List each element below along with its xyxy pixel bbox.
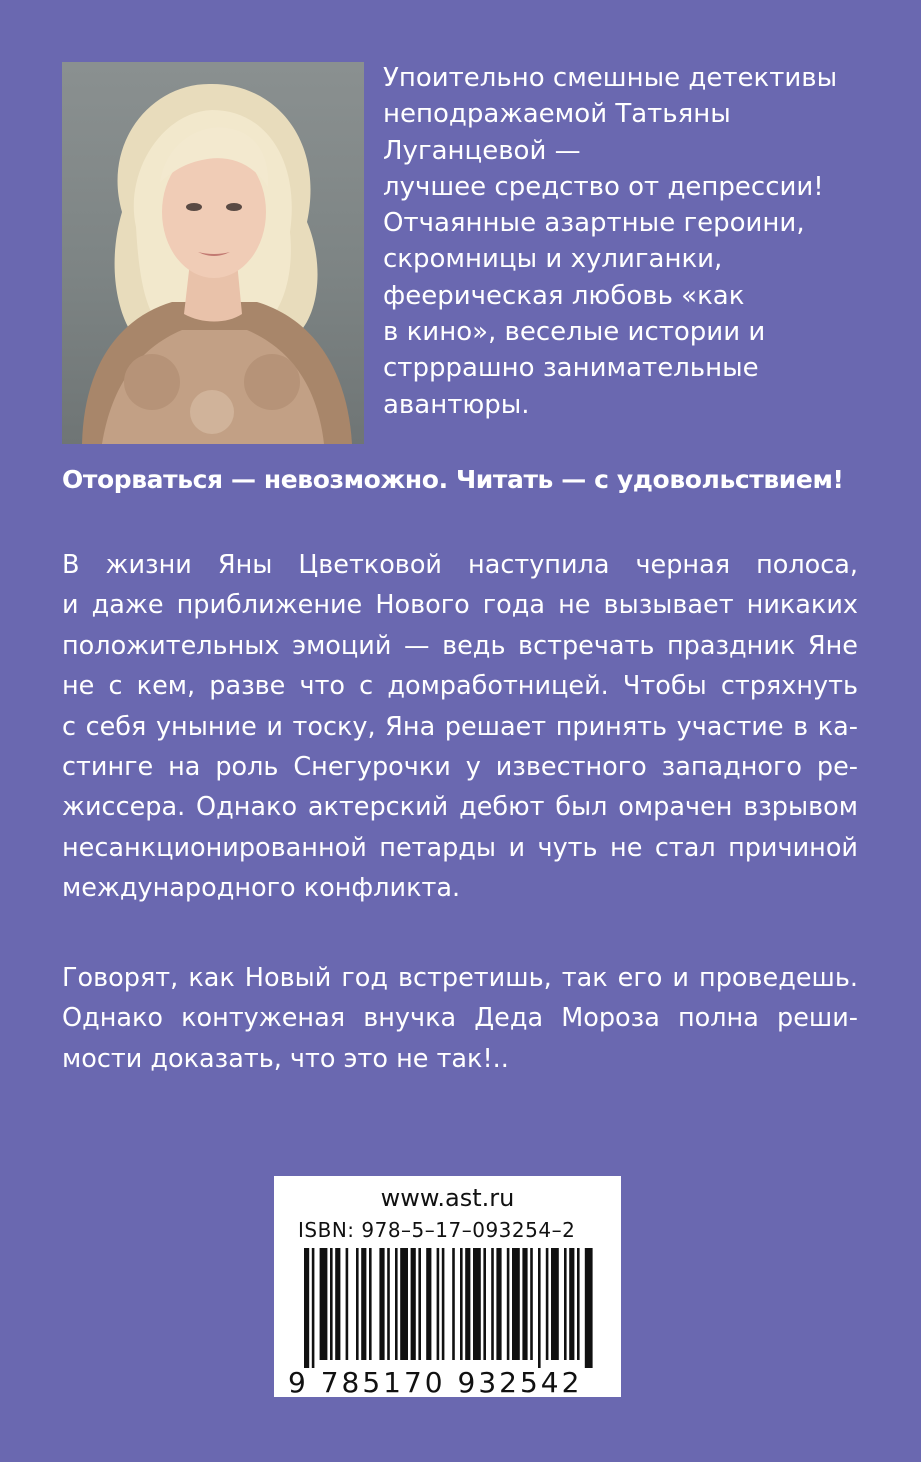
barcode-bar bbox=[546, 1248, 549, 1360]
barcode-digits: 9 785170 932542 bbox=[288, 1366, 583, 1399]
barcode-bar bbox=[426, 1248, 431, 1360]
barcode-bar bbox=[361, 1248, 366, 1360]
barcode-bar bbox=[400, 1248, 408, 1360]
barcode-bar bbox=[395, 1248, 398, 1360]
barcode-bar bbox=[577, 1248, 580, 1360]
blurb-line: Луганцевой — bbox=[383, 135, 581, 166]
barcode-bar bbox=[304, 1248, 309, 1368]
barcode-bar bbox=[564, 1248, 567, 1360]
publisher-website: www.ast.ru bbox=[380, 1184, 515, 1212]
blurb-line: скромницы и хулиганки, bbox=[383, 244, 723, 275]
synopsis-line: В жизни Яны Цветковой наступила черная полоса, bbox=[62, 550, 858, 580]
blurb-line: в кино», веселые истории и bbox=[383, 317, 766, 348]
barcode-bar bbox=[569, 1248, 574, 1360]
synopsis-line: и даже приближение Нового года не вызывает никаких bbox=[62, 590, 858, 621]
synopsis-line: не с кем, разве что с домработницей. Чтобы стряхнуть bbox=[62, 671, 858, 702]
barcode-bar bbox=[496, 1248, 501, 1360]
barcode-bar bbox=[491, 1248, 494, 1360]
barcode-bar bbox=[512, 1248, 520, 1360]
synopsis-line: стинге на роль Снегурочки у известного западного ре- bbox=[62, 752, 858, 783]
blurb-line: стрррашно занимательные bbox=[383, 353, 759, 384]
barcode-bar bbox=[330, 1248, 333, 1360]
synopsis-line: с себя уныние и тоску, Яна решает принять участие в ка- bbox=[62, 711, 858, 742]
barcode-bar bbox=[335, 1248, 340, 1360]
blurb-line: неподражаемой Татьяны bbox=[383, 99, 731, 130]
barcode-bar bbox=[379, 1248, 384, 1360]
blurb-line: авантюры. bbox=[383, 389, 530, 420]
isbn-number: ISBN: 978–5–17–093254–2 bbox=[298, 1218, 576, 1242]
barcode-bar bbox=[460, 1248, 463, 1360]
synopsis-line: Однако контуженая внучка Деда Мороза полна реши- bbox=[62, 1003, 858, 1034]
barcode-bar bbox=[507, 1248, 510, 1360]
barcode-bar bbox=[522, 1248, 527, 1360]
book-blurb bbox=[383, 60, 883, 423]
synopsis-line: международного конфликта. bbox=[62, 873, 461, 904]
barcode-bar bbox=[585, 1248, 593, 1368]
barcode-bar bbox=[320, 1248, 328, 1360]
blurb-line: лучшее средство от депрессии! bbox=[383, 171, 824, 202]
barcode-bar bbox=[387, 1248, 390, 1360]
barcode-bar bbox=[346, 1248, 349, 1360]
blurb-line: Упоительно смешные детективы bbox=[383, 63, 838, 93]
synopsis-line: несанкционированной петарды и чуть не стал причиной bbox=[62, 832, 858, 863]
barcode-label bbox=[274, 1176, 621, 1397]
barcode-bar bbox=[442, 1248, 445, 1360]
barcode-bar bbox=[356, 1248, 359, 1360]
barcode-bar bbox=[465, 1248, 470, 1360]
barcode-bar bbox=[312, 1248, 315, 1368]
synopsis-paragraph-1 bbox=[62, 545, 858, 909]
blurb-line: феерическая любовь «как bbox=[383, 280, 745, 311]
synopsis-line: жиссера. Однако актерский дебют был омрачен взрывом bbox=[62, 792, 858, 823]
barcode-bar bbox=[551, 1248, 559, 1360]
tagline: Оторваться — невозможно. Читать — с удовольствием! bbox=[62, 465, 844, 494]
author-portrait-icon bbox=[62, 62, 364, 444]
barcode-bar bbox=[452, 1248, 455, 1360]
barcode-bar bbox=[530, 1248, 533, 1360]
barcode-bar bbox=[437, 1248, 440, 1360]
barcode-bar bbox=[369, 1248, 372, 1360]
barcode-bar bbox=[538, 1248, 541, 1368]
synopsis-line: мости доказать, что это не так!.. bbox=[62, 1043, 509, 1074]
barcode-bar bbox=[418, 1248, 421, 1360]
synopsis-line: положительных эмоций — ведь встречать праздник Яне bbox=[62, 630, 858, 661]
barcode-bar bbox=[483, 1248, 486, 1360]
synopsis-paragraph-2 bbox=[62, 958, 858, 1079]
barcode-bar bbox=[473, 1248, 481, 1360]
barcode-bar bbox=[411, 1248, 416, 1360]
synopsis-line: Говорят, как Новый год встретишь, так его и проведешь. bbox=[62, 963, 858, 993]
barcode-bars bbox=[304, 1248, 594, 1368]
blurb-line: Отчаянные азартные героини, bbox=[383, 208, 805, 239]
author-photo bbox=[62, 62, 364, 444]
